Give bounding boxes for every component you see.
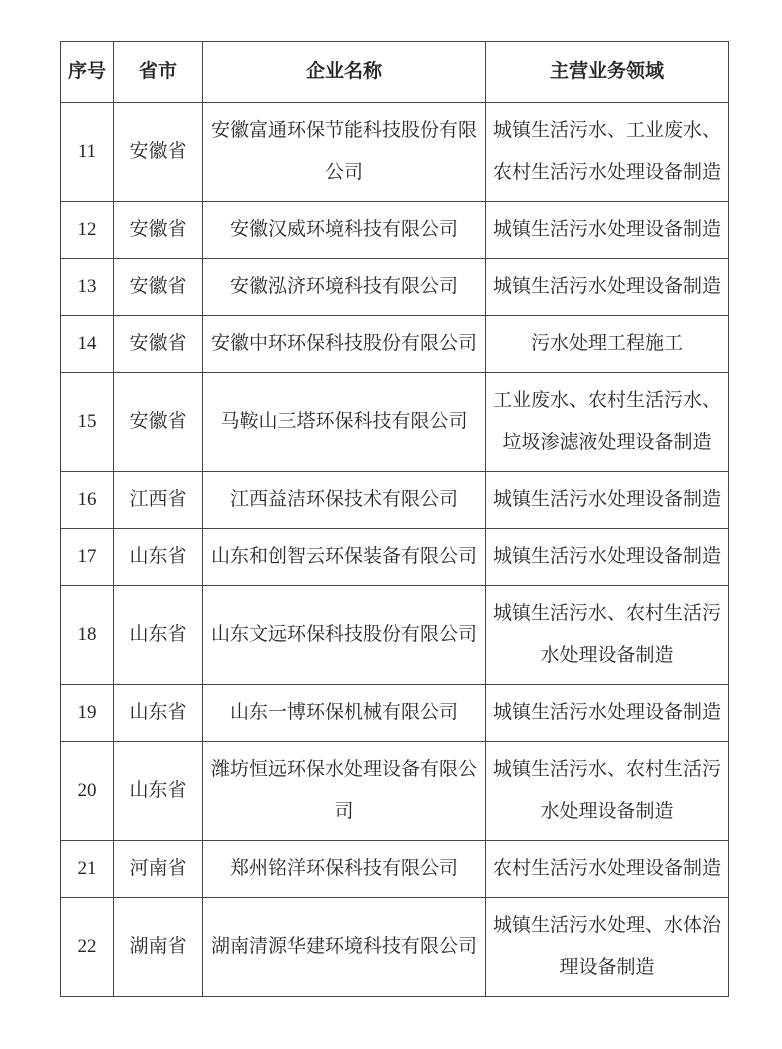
cell-company-name: 安徽泓济环境科技有限公司: [203, 259, 486, 316]
cell-serial-number: 17: [61, 529, 114, 586]
cell-main-business: 城镇生活污水、农村生活污水处理设备制造: [486, 586, 729, 685]
cell-main-business: 城镇生活污水处理设备制造: [486, 472, 729, 529]
cell-province: 湖南省: [114, 898, 203, 997]
table-row: [61, 586, 729, 685]
cell-province: 山东省: [114, 685, 203, 742]
cell-province: 安徽省: [114, 316, 203, 373]
cell-main-business: 农村生活污水处理设备制造: [486, 841, 729, 898]
cell-province: 安徽省: [114, 202, 203, 259]
cell-serial-number: 16: [61, 472, 114, 529]
cell-province: 山东省: [114, 529, 203, 586]
header-serial-number: 序号: [61, 42, 114, 103]
cell-serial-number: 12: [61, 202, 114, 259]
cell-province: 安徽省: [114, 373, 203, 472]
cell-serial-number: 22: [61, 898, 114, 997]
cell-serial-number: 13: [61, 259, 114, 316]
cell-province: 山东省: [114, 586, 203, 685]
header-company-name: 企业名称: [203, 42, 486, 103]
cell-serial-number: 20: [61, 742, 114, 841]
cell-main-business: 城镇生活污水、农村生活污水处理设备制造: [486, 742, 729, 841]
cell-main-business: 城镇生活污水处理设备制造: [486, 202, 729, 259]
cell-company-name: 湖南清源华建环境科技有限公司: [203, 898, 486, 997]
table-row: [61, 316, 729, 373]
table-row: [61, 103, 729, 202]
header-row: [61, 42, 729, 103]
cell-province: 江西省: [114, 472, 203, 529]
table-row: [61, 529, 729, 586]
cell-province: 安徽省: [114, 103, 203, 202]
cell-main-business: 城镇生活污水处理设备制造: [486, 685, 729, 742]
table-row: [61, 373, 729, 472]
cell-province: 河南省: [114, 841, 203, 898]
table-row: [61, 685, 729, 742]
cell-company-name: 山东一博环保机械有限公司: [203, 685, 486, 742]
cell-company-name: 山东文远环保科技股份有限公司: [203, 586, 486, 685]
cell-main-business: 城镇生活污水处理设备制造: [486, 259, 729, 316]
cell-serial-number: 14: [61, 316, 114, 373]
cell-company-name: 郑州铭洋环保科技有限公司: [203, 841, 486, 898]
table-row: [61, 259, 729, 316]
table-row: [61, 841, 729, 898]
cell-company-name: 潍坊恒远环保水处理设备有限公司: [203, 742, 486, 841]
header-province: 省市: [114, 42, 203, 103]
cell-serial-number: 18: [61, 586, 114, 685]
table-row: [61, 742, 729, 841]
cell-company-name: 安徽富通环保节能科技股份有限公司: [203, 103, 486, 202]
table-body: [61, 103, 729, 997]
cell-company-name: 安徽汉威环境科技有限公司: [203, 202, 486, 259]
cell-company-name: 马鞍山三塔环保科技有限公司: [203, 373, 486, 472]
cell-serial-number: 11: [61, 103, 114, 202]
table-row: [61, 202, 729, 259]
cell-serial-number: 21: [61, 841, 114, 898]
cell-main-business: 工业废水、农村生活污水、垃圾渗滤液处理设备制造: [486, 373, 729, 472]
table-row: [61, 472, 729, 529]
cell-serial-number: 19: [61, 685, 114, 742]
cell-company-name: 山东和创智云环保装备有限公司: [203, 529, 486, 586]
table-row: [61, 898, 729, 997]
cell-main-business: 城镇生活污水、工业废水、农村生活污水处理设备制造: [486, 103, 729, 202]
cell-province: 山东省: [114, 742, 203, 841]
header-main-business: 主营业务领域: [486, 42, 729, 103]
cell-main-business: 城镇生活污水处理设备制造: [486, 529, 729, 586]
cell-main-business: 污水处理工程施工: [486, 316, 729, 373]
cell-company-name: 江西益洁环保技术有限公司: [203, 472, 486, 529]
company-table: [60, 41, 729, 997]
cell-serial-number: 15: [61, 373, 114, 472]
cell-main-business: 城镇生活污水处理、水体治理设备制造: [486, 898, 729, 997]
cell-company-name: 安徽中环环保科技股份有限公司: [203, 316, 486, 373]
cell-province: 安徽省: [114, 259, 203, 316]
